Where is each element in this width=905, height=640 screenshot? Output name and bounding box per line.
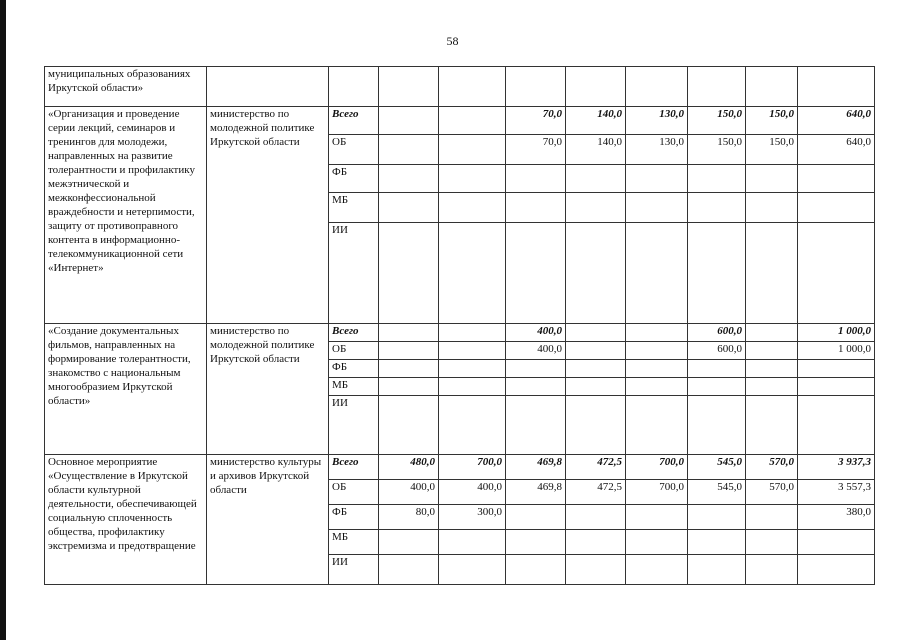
value-cell bbox=[688, 505, 746, 530]
table-row bbox=[45, 324, 875, 342]
program-table bbox=[44, 66, 875, 585]
value-cell bbox=[506, 505, 566, 530]
value-cell bbox=[379, 107, 439, 135]
value-cell bbox=[566, 342, 626, 360]
value-cell bbox=[439, 135, 506, 165]
value-cell: 130,0 bbox=[626, 135, 688, 165]
executor-cell: министерство по молодежной политике Иркутской области bbox=[207, 324, 329, 455]
value-cell bbox=[439, 396, 506, 455]
value-cell: 140,0 bbox=[566, 107, 626, 135]
value-cell: 3 557,3 bbox=[798, 480, 875, 505]
funding-source-cell: ИИ bbox=[329, 555, 379, 585]
value-cell bbox=[379, 342, 439, 360]
value-cell bbox=[566, 193, 626, 223]
value-cell bbox=[688, 223, 746, 324]
value-cell bbox=[379, 135, 439, 165]
value-cell bbox=[566, 378, 626, 396]
value-cell: 400,0 bbox=[506, 324, 566, 342]
value-cell bbox=[439, 193, 506, 223]
value-cell: 545,0 bbox=[688, 480, 746, 505]
value-cell bbox=[439, 530, 506, 555]
value-cell: 700,0 bbox=[439, 455, 506, 480]
value-cell: 150,0 bbox=[746, 135, 798, 165]
funding-source-cell: Всего bbox=[329, 324, 379, 342]
value-cell bbox=[506, 396, 566, 455]
funding-source-cell: МБ bbox=[329, 530, 379, 555]
value-cell bbox=[688, 360, 746, 378]
value-cell bbox=[746, 223, 798, 324]
value-cell bbox=[566, 505, 626, 530]
table-row bbox=[45, 455, 875, 480]
funding-source-cell: МБ bbox=[329, 193, 379, 223]
value-cell: 472,5 bbox=[566, 480, 626, 505]
empty-cell bbox=[506, 67, 566, 107]
value-cell bbox=[688, 378, 746, 396]
empty-cell bbox=[746, 67, 798, 107]
executor-cell: министерство по молодежной политике Иркутской области bbox=[207, 107, 329, 324]
value-cell bbox=[379, 555, 439, 585]
value-cell bbox=[566, 223, 626, 324]
value-cell: 570,0 bbox=[746, 480, 798, 505]
funding-source-cell: ОБ bbox=[329, 342, 379, 360]
value-cell bbox=[626, 324, 688, 342]
value-cell bbox=[439, 107, 506, 135]
value-cell: 400,0 bbox=[379, 480, 439, 505]
value-cell bbox=[379, 324, 439, 342]
value-cell bbox=[746, 530, 798, 555]
value-cell bbox=[626, 396, 688, 455]
value-cell bbox=[506, 223, 566, 324]
value-cell bbox=[746, 193, 798, 223]
value-cell bbox=[798, 396, 875, 455]
value-cell: 300,0 bbox=[439, 505, 506, 530]
empty-cell bbox=[379, 67, 439, 107]
value-cell bbox=[566, 555, 626, 585]
value-cell: 469,8 bbox=[506, 455, 566, 480]
value-cell bbox=[626, 378, 688, 396]
value-cell: 700,0 bbox=[626, 480, 688, 505]
value-cell bbox=[379, 396, 439, 455]
value-cell bbox=[506, 555, 566, 585]
empty-cell bbox=[329, 67, 379, 107]
value-cell bbox=[566, 396, 626, 455]
value-cell bbox=[688, 165, 746, 193]
value-cell: 150,0 bbox=[746, 107, 798, 135]
value-cell: 700,0 bbox=[626, 455, 688, 480]
value-cell: 150,0 bbox=[688, 107, 746, 135]
funding-source-cell: ИИ bbox=[329, 223, 379, 324]
funding-source-cell: ФБ bbox=[329, 360, 379, 378]
executor-cell: министерство культуры и архивов Иркутской области bbox=[207, 455, 329, 585]
table-row bbox=[45, 107, 875, 135]
value-cell bbox=[439, 342, 506, 360]
value-cell bbox=[798, 555, 875, 585]
value-cell: 70,0 bbox=[506, 107, 566, 135]
value-cell: 400,0 bbox=[439, 480, 506, 505]
value-cell: 640,0 bbox=[798, 135, 875, 165]
value-cell bbox=[798, 530, 875, 555]
value-cell bbox=[566, 530, 626, 555]
value-cell bbox=[688, 530, 746, 555]
value-cell bbox=[379, 193, 439, 223]
value-cell bbox=[379, 378, 439, 396]
scan-edge-bar bbox=[0, 0, 6, 640]
value-cell: 600,0 bbox=[688, 324, 746, 342]
value-cell bbox=[439, 165, 506, 193]
value-cell bbox=[746, 505, 798, 530]
activity-name-cell: «Организация и проведение серии лекций, семинаров и тренингов для молодежи, направленных на развитие толерантности и профилактику межэтнической и межконфессиональной враждебности и нетерпимости, защиту от противоправного контента в информационно-телекоммуникационной сети «Интернет» bbox=[45, 107, 207, 324]
value-cell bbox=[798, 223, 875, 324]
value-cell bbox=[626, 555, 688, 585]
value-cell bbox=[626, 342, 688, 360]
value-cell bbox=[626, 505, 688, 530]
value-cell bbox=[688, 193, 746, 223]
value-cell bbox=[566, 324, 626, 342]
funding-source-cell: МБ bbox=[329, 378, 379, 396]
value-cell: 3 937,3 bbox=[798, 455, 875, 480]
page-number: 58 bbox=[446, 34, 459, 48]
value-cell: 545,0 bbox=[688, 455, 746, 480]
value-cell: 472,5 bbox=[566, 455, 626, 480]
funding-source-cell: Всего bbox=[329, 107, 379, 135]
activity-name-cell: «Создание документальных фильмов, направленных на формирование толерантности, знакомство с национальным многообразием Иркутской области» bbox=[45, 324, 207, 455]
value-cell bbox=[379, 165, 439, 193]
value-cell bbox=[798, 360, 875, 378]
value-cell bbox=[746, 555, 798, 585]
value-cell bbox=[746, 396, 798, 455]
activity-name-cell: Основное мероприятие «Осуществление в Иркутской области культурной деятельности, обеспечивающей социальную сплоченность общества, профилактику экстремизма и предотвращение bbox=[45, 455, 207, 585]
value-cell bbox=[506, 530, 566, 555]
value-cell bbox=[746, 324, 798, 342]
value-cell bbox=[566, 360, 626, 378]
value-cell bbox=[746, 342, 798, 360]
funding-source-cell: ФБ bbox=[329, 505, 379, 530]
value-cell: 640,0 bbox=[798, 107, 875, 135]
value-cell bbox=[746, 378, 798, 396]
value-cell bbox=[626, 165, 688, 193]
funding-source-cell: ОБ bbox=[329, 135, 379, 165]
value-cell: 480,0 bbox=[379, 455, 439, 480]
value-cell: 1 000,0 bbox=[798, 342, 875, 360]
value-cell bbox=[746, 360, 798, 378]
funding-source-cell: ИИ bbox=[329, 396, 379, 455]
value-cell: 1 000,0 bbox=[798, 324, 875, 342]
value-cell: 130,0 bbox=[626, 107, 688, 135]
value-cell bbox=[379, 360, 439, 378]
empty-cell bbox=[566, 67, 626, 107]
value-cell: 80,0 bbox=[379, 505, 439, 530]
value-cell bbox=[506, 193, 566, 223]
funding-source-cell: ФБ bbox=[329, 165, 379, 193]
empty-cell bbox=[626, 67, 688, 107]
value-cell: 600,0 bbox=[688, 342, 746, 360]
activity-name-cell: муниципальных образованиях Иркутской области» bbox=[45, 67, 207, 107]
funding-source-cell: ОБ bbox=[329, 480, 379, 505]
empty-cell bbox=[439, 67, 506, 107]
value-cell bbox=[626, 530, 688, 555]
value-cell: 570,0 bbox=[746, 455, 798, 480]
value-cell bbox=[439, 223, 506, 324]
table-row bbox=[45, 67, 875, 107]
value-cell bbox=[688, 396, 746, 455]
value-cell bbox=[439, 555, 506, 585]
value-cell bbox=[379, 530, 439, 555]
value-cell bbox=[439, 378, 506, 396]
empty-cell bbox=[688, 67, 746, 107]
value-cell bbox=[439, 360, 506, 378]
value-cell bbox=[506, 378, 566, 396]
value-cell bbox=[798, 193, 875, 223]
value-cell bbox=[506, 165, 566, 193]
value-cell bbox=[506, 360, 566, 378]
value-cell bbox=[626, 223, 688, 324]
empty-cell bbox=[207, 67, 329, 107]
value-cell: 140,0 bbox=[566, 135, 626, 165]
empty-cell bbox=[798, 67, 875, 107]
value-cell: 70,0 bbox=[506, 135, 566, 165]
value-cell: 400,0 bbox=[506, 342, 566, 360]
funding-source-cell: Всего bbox=[329, 455, 379, 480]
value-cell: 469,8 bbox=[506, 480, 566, 505]
value-cell bbox=[626, 193, 688, 223]
value-cell bbox=[798, 165, 875, 193]
value-cell bbox=[439, 324, 506, 342]
value-cell bbox=[379, 223, 439, 324]
value-cell bbox=[798, 378, 875, 396]
value-cell bbox=[626, 360, 688, 378]
value-cell: 380,0 bbox=[798, 505, 875, 530]
value-cell bbox=[746, 165, 798, 193]
value-cell: 150,0 bbox=[688, 135, 746, 165]
value-cell bbox=[688, 555, 746, 585]
value-cell bbox=[566, 165, 626, 193]
